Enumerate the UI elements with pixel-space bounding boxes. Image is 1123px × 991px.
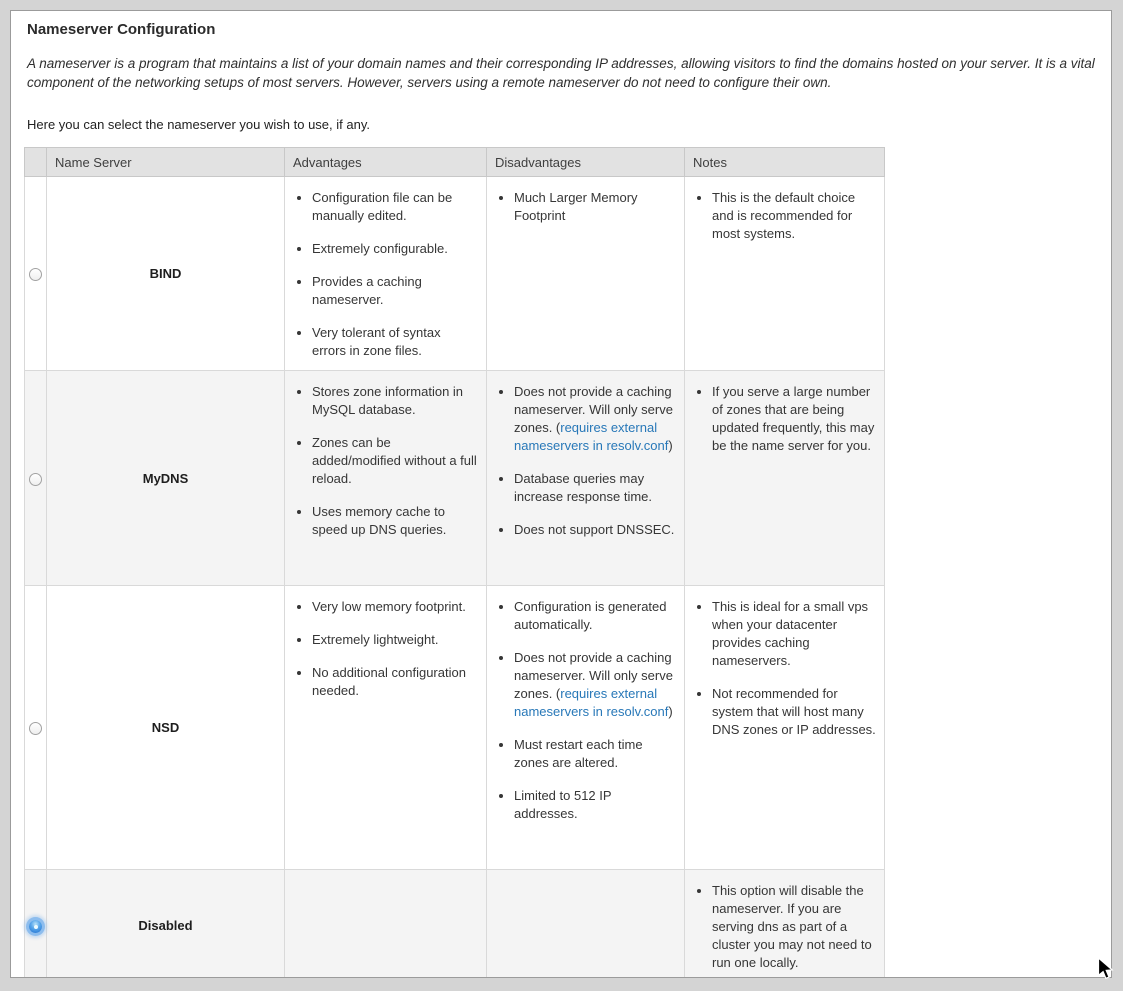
disadvantages-cell — [487, 371, 685, 586]
notes-cell — [685, 177, 885, 371]
page-instruction: Here you can select the nameserver you wish to use, if any. — [27, 117, 370, 132]
notes-cell — [685, 586, 885, 870]
bullet-item: • Configuration file can be manually edited. — [312, 189, 478, 225]
advantages-cell — [285, 371, 487, 586]
disadvantages-cell — [487, 870, 685, 979]
radio-cell — [25, 371, 47, 586]
radio-cell — [25, 870, 47, 979]
radio-nsd[interactable] — [29, 722, 42, 735]
radio-cell — [25, 177, 47, 371]
nameserver-name: MyDNS — [47, 371, 285, 586]
bullet-list — [697, 598, 876, 739]
bullet-item: • Much Larger Memory Footprint — [514, 189, 676, 225]
bullet-item: • Uses memory cache to speed up DNS queries. — [312, 503, 478, 539]
bullet-item: • Does not provide a caching nameserver. Will only serve zones. (requires external nameservers in resolv.conf) — [514, 649, 676, 721]
bullet-item: • Limited to 512 IP addresses. — [514, 787, 676, 823]
bullet-list — [697, 882, 876, 972]
bullet-item: • Stores zone information in MySQL database. — [312, 383, 478, 419]
disadvantages-cell — [487, 586, 685, 870]
table-row — [25, 870, 885, 979]
bullet-item: • Not recommended for system that will host many DNS zones or IP addresses. — [712, 685, 876, 739]
notes-cell — [685, 870, 885, 979]
bullet-item: • If you serve a large number of zones that are being updated frequently, this may be the name server for you. — [712, 383, 876, 455]
nameserver-name: BIND — [47, 177, 285, 371]
resolv-conf-link[interactable]: requires external nameservers in resolv.conf — [514, 686, 669, 719]
bullet-item: • No additional configuration needed. — [312, 664, 478, 700]
bullet-item: • Zones can be added/modified without a full reload. — [312, 434, 478, 488]
page-title: Nameserver Configuration — [27, 21, 216, 38]
header-notes: Notes — [685, 148, 885, 177]
bullet-item: • This option will disable the nameserver. If you are serving dns as part of a cluster you may not need to run one locally. — [712, 882, 876, 972]
page-description: A nameserver is a program that maintains a list of your domain names and their corresponding IP addresses, allowing visitors to find the domains hosted on your server. It is a vital component of the networking setups of most servers. However, servers using a remote nameserver do not need to configure their own. — [27, 56, 1095, 90]
radio-bind[interactable] — [29, 268, 42, 281]
radio-mydns[interactable] — [29, 473, 42, 486]
radio-dot — [34, 925, 38, 929]
nameserver-configuration-panel — [10, 10, 1112, 978]
bullet-item: • Does not provide a caching nameserver. Will only serve zones. (requires external nameservers in resolv.conf) — [514, 383, 676, 455]
bullet-item: • Provides a caching nameserver. — [312, 273, 478, 309]
bullet-item: • Extremely lightweight. — [312, 631, 478, 649]
bullet-item: • Must restart each time zones are altered. — [514, 736, 676, 772]
bullet-item: • Extremely configurable. — [312, 240, 478, 258]
nameserver-name: Disabled — [47, 870, 285, 979]
bullet-item: • This is ideal for a small vps when your datacenter provides caching nameservers. — [712, 598, 876, 670]
table-header — [25, 148, 885, 177]
advantages-cell — [285, 177, 487, 371]
bullet-list — [499, 598, 676, 823]
bullet-item: • Does not support DNSSEC. — [514, 521, 676, 539]
table-row — [25, 371, 885, 586]
table-row — [25, 586, 885, 870]
bullet-list — [499, 189, 676, 225]
bullet-list — [499, 383, 676, 539]
advantages-cell — [285, 586, 487, 870]
advantages-cell — [285, 870, 487, 979]
radio-cell — [25, 586, 47, 870]
table-row — [25, 177, 885, 371]
bullet-list — [297, 189, 478, 360]
radio-disabled[interactable] — [29, 920, 42, 933]
bullet-item: • Very low memory footprint. — [312, 598, 478, 616]
bullet-list — [697, 189, 876, 243]
disadvantages-cell — [487, 177, 685, 371]
header-name-server: Name Server — [47, 148, 285, 177]
bullet-list — [297, 598, 478, 700]
bullet-item: • Configuration is generated automatically. — [514, 598, 676, 634]
bullet-list — [697, 383, 876, 455]
bullet-list — [297, 383, 478, 539]
bullet-item: • Very tolerant of syntax errors in zone files. — [312, 324, 478, 360]
header-advantages: Advantages — [285, 148, 487, 177]
header-disadvantages: Disadvantages — [487, 148, 685, 177]
bullet-item: • Database queries may increase response time. — [514, 470, 676, 506]
nameserver-name: NSD — [47, 586, 285, 870]
nameserver-table — [24, 147, 885, 978]
nameserver-table-body — [25, 177, 885, 979]
resolv-conf-link[interactable]: requires external nameservers in resolv.conf — [514, 420, 669, 453]
notes-cell — [685, 371, 885, 586]
header-radio-column — [25, 148, 47, 177]
bullet-item: • This is the default choice and is recommended for most systems. — [712, 189, 876, 243]
